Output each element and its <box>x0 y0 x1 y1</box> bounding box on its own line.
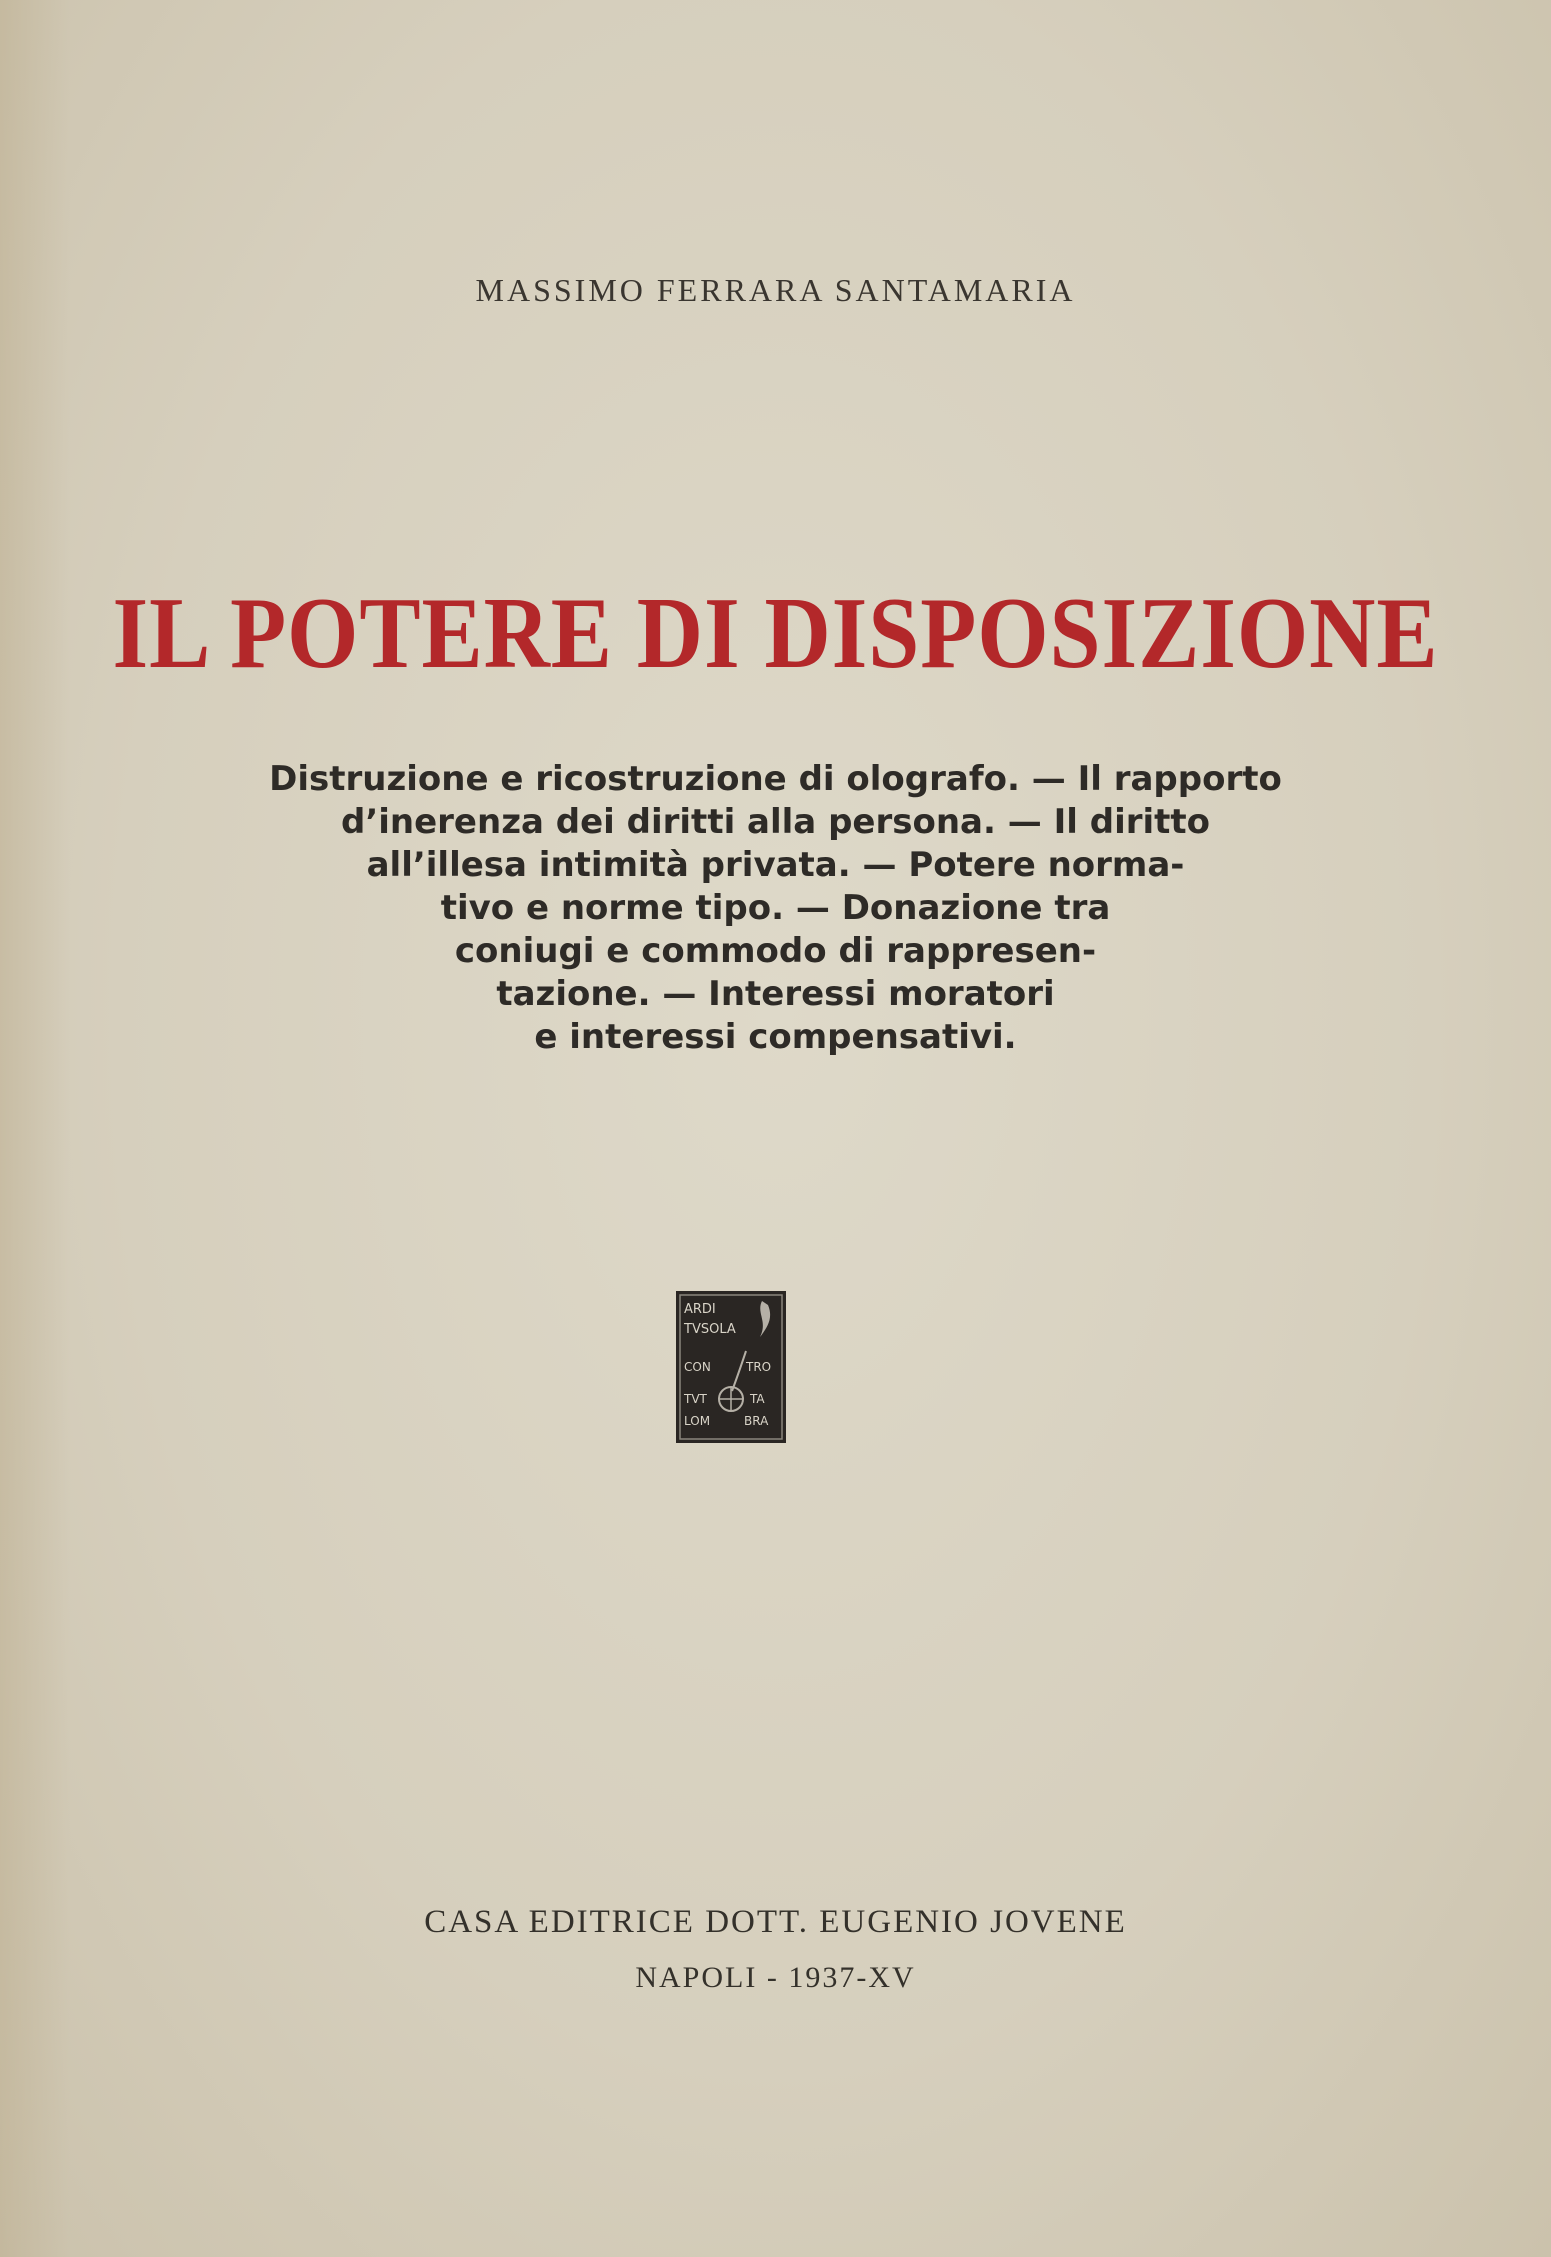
publisher-mark-emblem <box>676 1291 786 1443</box>
subtitle-line: tazione. — Interessi moratori <box>496 974 1055 1014</box>
author-name: MASSIMO FERRARA SANTAMARIA <box>475 272 1076 308</box>
mark-text-line5b: BRA <box>744 1414 769 1428</box>
place-and-year: NAPOLI - 1937-XV <box>635 1961 916 1994</box>
mark-text-line3b: TRO <box>746 1360 772 1374</box>
mark-text-line4a: TVT <box>684 1392 707 1406</box>
mark-text-line1: ARDI <box>684 1302 716 1317</box>
publisher-name: CASA EDITRICE DOTT. EUGENIO JOVENE <box>424 1904 1127 1940</box>
subtitle-line: all’illesa intimità privata. — Potere norma- <box>366 845 1185 885</box>
subtitle-line: tivo e norme tipo. — Donazione tra <box>440 888 1111 928</box>
book-title: IL POTERE DI DISPOSIZIONE <box>112 577 1439 690</box>
subtitle-line: coniugi e commodo di rappresen- <box>454 931 1097 971</box>
subtitle-contents <box>0 758 1551 1059</box>
mark-text-line3a: CON <box>684 1360 711 1374</box>
mark-text-line4b: TA <box>750 1392 765 1406</box>
mark-text-line5a: LOM <box>684 1414 711 1428</box>
subtitle-line: Distruzione e ricostruzione di olografo. — Il rapporto <box>269 759 1282 799</box>
subtitle-line: d’inerenza dei diritti alla persona. — Il diritto <box>340 802 1211 842</box>
subtitle-line: e interessi compensativi. <box>534 1017 1017 1057</box>
mark-text-line2: TVSOLA <box>684 1322 736 1337</box>
